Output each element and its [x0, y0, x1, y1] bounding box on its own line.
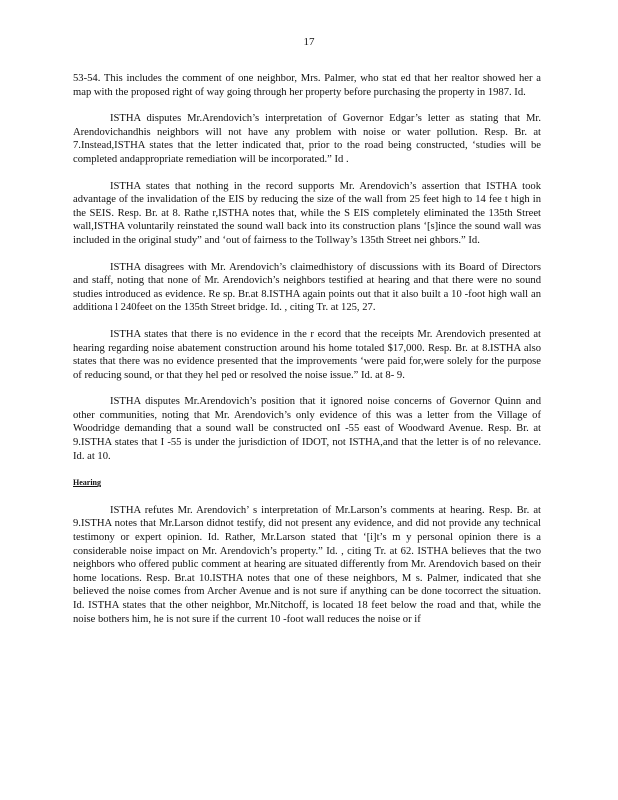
- paragraph: ISTHA refutes Mr. Arendovich’ s interpretation of Mr.Larson’s comments at hearing. Resp. Br. at 9.ISTHA notes that Mr.Larson didnot testify, did not present any evidence, and did not provide any technical testimony or expert opinion. Id. Rather, Mr.Larson stated that ‘[i]t’s m y personal opinion there is a considerable noise impact on Mr. Arendovich’s property.” Id. , citing Tr. at 62. ISTHA believes that the two neighbors who offered public comment at hearing are situated differently from Mr. Arendovich based on their home locations. Resp. Br.at 10.ISTHA notes that one of these neighbors, M s. Palmer, indicated that she believed the noise comes from Archer Avenue and is not sure if anything can be done tocorrect the situation. Id. ISTHA states that the other neighbor, Mr.Nitchoff, is located 18 feet below the road and that, while the noise bothers him, he is not sure if the current 10 -foot wall reduces the noise or if: [73, 504, 541, 625]
- paragraph: ISTHA disputes Mr.Arendovich’s position that it ignored noise concerns of Governor Quinn and other communities, noting that Mr. Arendovich’s only evidence of this was a letter from the Village of Woodridge demanding that a sound wall be constructed onI -55 east of Woodward Avenue. Resp. Br. at 9.ISTHA states that I -55 is under the jurisdiction of IDOT, not ISTHA,and that the letter is of no relevance. Id. at 10.: [73, 396, 541, 462]
- paragraph: ISTHA disagrees with Mr. Arendovich’s claimedhistory of discussions with its Board of Directors and staff, noting that none of Mr. Arendovich’s neighbors testified at hearing and that there were no sound studies introduced as evidence. Re sp. Br.at 8.ISTHA again points out that it also built a 10 -foot high wall an additiona l 240feet on the 135th Street bridge. Id. , citing Tr. at 125, 27.: [73, 261, 541, 314]
- section-heading: Hearing: [73, 478, 101, 488]
- paragraph: ISTHA states that nothing in the record supports Mr. Arendovich’s assertion that ISTHA took advantage of the invalidation of the EIS by reducing the size of the wall from 25 feet high to 14 fee t high in the SEIS. Resp. Br. at 8. Rathe r,ISTHA notes that, while the S EIS completely eliminated the 135th Street wall,ISTHA voluntarily reinstated the sound wall back into its construction plans ‘[s]ince the sound wall was included in the original study” and ‘out of fairness to the Tollway’s 135th Street nei ghbors.” Id.: [73, 180, 541, 246]
- paragraph: ISTHA disputes Mr.Arendovich’s interpretation of Governor Edgar’s letter as stating that Mr. Arendovichandhis neighbors will not have any problem with noise or water pollution. Resp. Br. at 7.Instead,ISTHA states that the letter indicated that, prior to the road being constructed, ‘studies will be completed andappropriate remediation will be incorporated.” Id .: [73, 113, 541, 165]
- paragraph: ISTHA states that there is no evidence in the r ecord that the receipts Mr. Arendovich presented at hearing regarding noise abatement construction around his home totaled $17,000. Resp. Br. at 8.ISTHA also states that there was no evidence presented that the improvements ‘were paid for,were solely for the purpose of reducing sound, or that they hel ped or resolved the noise issue.” Id. at 8- 9.: [73, 328, 541, 381]
- page-number: 17: [303, 36, 315, 48]
- paragraph: 53-54. This includes the comment of one neighbor, Mrs. Palmer, who stat ed that her realtor showed her a map with the proposed right of way going through her property before purchasing the property in 1987. Id.: [73, 73, 541, 98]
- document-body: [73, 72, 541, 639]
